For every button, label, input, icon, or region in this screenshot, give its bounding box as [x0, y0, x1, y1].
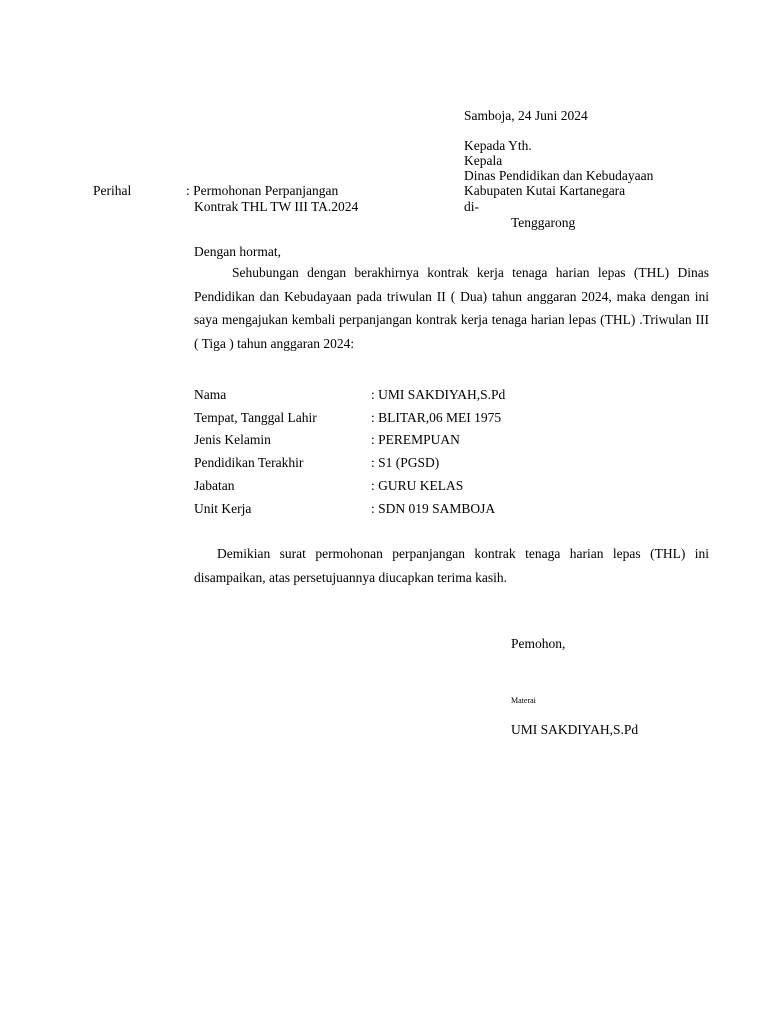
- detail-label-ttl: Tempat, Tanggal Lahir: [194, 410, 317, 425]
- detail-label-workunit: Unit Kerja: [194, 501, 252, 516]
- detail-value-gender: : PEREMPUAN: [371, 432, 460, 447]
- greeting: Dengan hormat,: [194, 244, 281, 259]
- signer-name: UMI SAKDIYAH,S.Pd: [511, 722, 639, 737]
- detail-value-ttl: : BLITAR,06 MEI 1975: [371, 410, 502, 425]
- detail-label-position: Jabatan: [194, 478, 235, 493]
- closing-paragraph: Demikian surat permohonan perpanjangan kontrak tenaga harian lepas (THL) ini disampaikan, atas persetujuannya diucapkan terima kasih.: [194, 546, 709, 585]
- detail-value-position: : GURU KELAS: [371, 478, 464, 493]
- subject-line-1: : Permohonan Perpanjangan: [186, 183, 339, 198]
- place-date: Samboja, 24 Juni 2024: [464, 108, 588, 123]
- subject-label: Perihal: [93, 183, 132, 198]
- addressee-line-3: Dinas Pendidikan dan Kebudayaan: [464, 168, 654, 183]
- detail-label-gender: Jenis Kelamin: [194, 432, 271, 447]
- opening-paragraph: Sehubungan dengan berakhirnya kontrak kerja tenaga harian lepas (THL) Dinas Pendidikan dan Kebudayaan pada triwulan II ( Dua) tahun anggaran 2024, maka dengan ini saya mengajukan kembali perpanjangan kontrak kerja tenaga harian lepas (THL) .Triwulan III ( Tiga ) tahun anggaran 2024:: [194, 265, 709, 351]
- addressee-line-4: Kabupaten Kutai Kartanegara: [464, 183, 626, 198]
- detail-label-education: Pendidikan Terakhir: [194, 455, 304, 470]
- detail-value-workunit: : SDN 019 SAMBOJA: [371, 501, 496, 516]
- signature-role: Pemohon,: [511, 636, 566, 651]
- addressee-line-5: di-: [464, 199, 479, 214]
- addressee-line-1: Kepada Yth.: [464, 138, 532, 153]
- detail-label-nama: Nama: [194, 387, 227, 402]
- materai-label: Materai: [511, 696, 536, 705]
- detail-value-nama: : UMI SAKDIYAH,S.Pd: [371, 387, 506, 402]
- addressee-line-6: Tenggarong: [511, 215, 576, 230]
- subject-line-2: Kontrak THL TW III TA.2024: [194, 199, 359, 214]
- detail-value-education: : S1 (PGSD): [371, 455, 440, 470]
- addressee-line-2: Kepala: [464, 153, 503, 168]
